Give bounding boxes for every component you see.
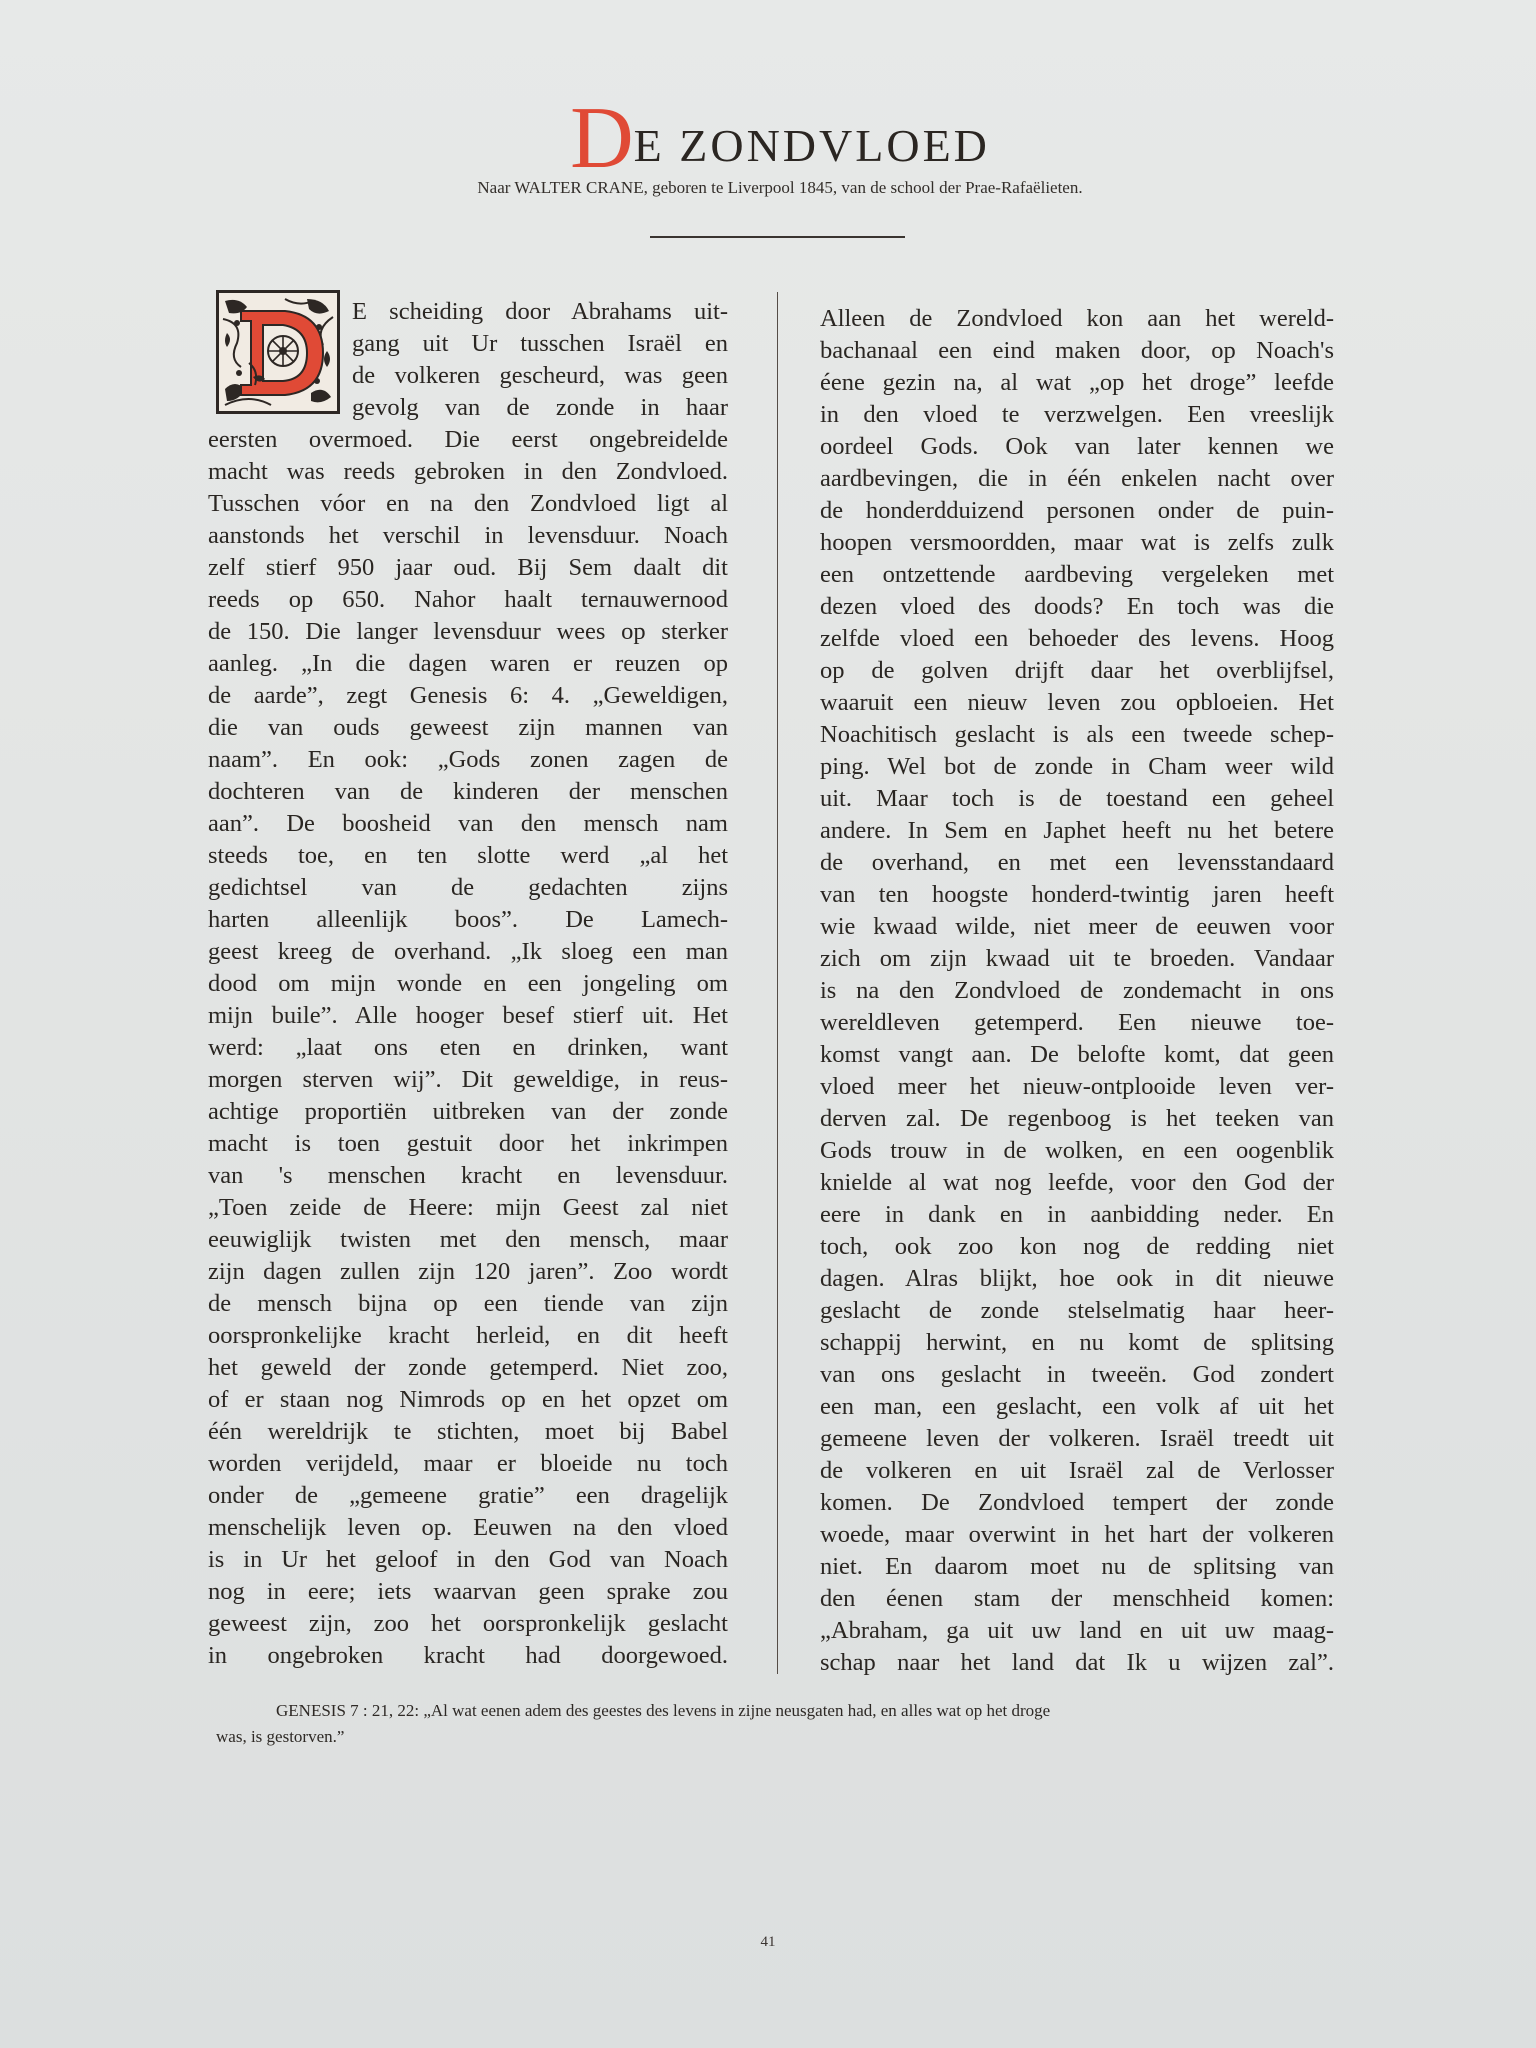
text-line: knielde al wat nog leefde, voor den God der — [820, 1169, 1334, 1196]
text-line: E scheiding door Abrahams uit- — [352, 298, 728, 325]
footnote-line-2: was, is gestorven.” — [216, 1727, 345, 1746]
text-line: één wereldrijk te stichten, moet bij Babel — [208, 1418, 728, 1445]
text-line: uit. Maar toch is de toestand een geheel — [820, 785, 1334, 812]
title-rule — [650, 236, 905, 238]
text-line: zich om zijn kwaad uit te broeden. Vandaar — [820, 945, 1334, 972]
text-line: is na den Zondvloed de zondemacht in ons — [820, 977, 1334, 1004]
text-line: wie kwaad wilde, niet meer de eeuwen voor — [820, 913, 1334, 940]
text-line: „Abraham, ga uit uw land en uit uw maag- — [820, 1617, 1334, 1644]
text-line: in ongebroken kracht had doorgewoed. — [208, 1642, 728, 1669]
title-initial: D — [570, 90, 634, 187]
text-line: geweest zijn, zoo het oorspronkelijk geslacht — [208, 1610, 728, 1637]
text-line: zelfde vloed een behoeder des levens. Hoog — [820, 625, 1334, 652]
text-line: toch, ook zoo kon nog de redding niet — [820, 1233, 1334, 1260]
text-line: de overhand, en met een levensstandaard — [820, 849, 1334, 876]
text-line: niet. En daarom moet nu de splitsing van — [820, 1553, 1334, 1580]
text-line: worden verijdeld, maar er bloeide nu toch — [208, 1450, 728, 1477]
page-title — [0, 88, 1536, 189]
text-line: hoopen versmoordden, maar wat is zelfs zulk — [820, 529, 1334, 556]
text-line: harten alleenlijk boos”. De Lamech- — [208, 906, 728, 933]
text-line: komen. De Zondvloed tempert der zonde — [820, 1489, 1334, 1516]
text-line: een man, een geslacht, een volk af uit het — [820, 1393, 1334, 1420]
footnote-reference: GENESIS 7 : 21, 22: — [276, 1701, 420, 1720]
text-line: het geweld der zonde getemperd. Niet zoo, — [208, 1354, 728, 1381]
text-line: oordeel Gods. Ook van later kennen we — [820, 433, 1334, 460]
text-line: aanstonds het verschil in levensduur. Noach — [208, 522, 728, 549]
text-line: achtige proportiën uitbreken van der zonde — [208, 1098, 728, 1125]
text-line: dochteren van de kinderen der menschen — [208, 778, 728, 805]
text-line: dagen. Alras blijkt, hoe ook in dit nieuwe — [820, 1265, 1334, 1292]
text-line: woede, maar overwint in het hart der volkeren — [820, 1521, 1334, 1548]
text-line: van ons geslacht in tweeën. God zondert — [820, 1361, 1334, 1388]
footnote-line-1 — [216, 1698, 1316, 1724]
text-line: Tusschen vóor en na den Zondvloed ligt al — [208, 490, 728, 517]
text-line: „Toen zeide de Heere: mijn Geest zal niet — [208, 1194, 728, 1221]
text-line: gang uit Ur tusschen Israël en — [352, 330, 728, 357]
text-line: de 150. Die langer levensduur wees op sterker — [208, 618, 728, 645]
text-line: éene gezin na, al wat „op het droge” leefde — [820, 369, 1334, 396]
text-line: geest kreeg de overhand. „Ik sloeg een man — [208, 938, 728, 965]
text-line: derven zal. De regenboog is het teeken van — [820, 1105, 1334, 1132]
footnote — [216, 1698, 1316, 1750]
text-line: van 's menschen kracht en levensduur. — [208, 1162, 728, 1189]
column-divider — [777, 292, 778, 1674]
text-line: eeuwiglijk twisten met den mensch, maar — [208, 1226, 728, 1253]
text-line: of er staan nog Nimrods op en het opzet om — [208, 1386, 728, 1413]
text-line: dezen vloed des doods? En toch was die — [820, 593, 1334, 620]
text-line: in den vloed te verzwelgen. Een vreeslijk — [820, 401, 1334, 428]
text-line: eersten overmoed. Die eerst ongebreidelde — [208, 426, 728, 453]
text-line: waaruit een nieuw leven zou opbloeien. Het — [820, 689, 1334, 716]
text-line: wereldleven getemperd. Een nieuwe toe- — [820, 1009, 1334, 1036]
text-line: oorspronkelijke kracht herleid, en dit heeft — [208, 1322, 728, 1349]
article-left-column — [208, 296, 728, 1672]
text-line: naam”. En ook: „Gods zonen zagen de — [208, 746, 728, 773]
text-line: komst vangt aan. De belofte komt, dat geen — [820, 1041, 1334, 1068]
page-number: 41 — [760, 1934, 776, 1950]
text-line: Noachitisch geslacht is als een tweede schep- — [820, 721, 1334, 748]
text-line: de honderdduizend personen onder de puin- — [820, 497, 1334, 524]
text-line: gevolg van de zonde in haar — [352, 394, 728, 421]
text-line: gedichtsel van de gedachten zijns — [208, 874, 728, 901]
text-line: van ten hoogste honderd-twintig jaren heeft — [820, 881, 1334, 908]
text-line: schappij herwint, en nu komt de splitsing — [820, 1329, 1334, 1356]
text-line: is in Ur het geloof in den God van Noach — [208, 1546, 728, 1573]
footnote-quote-1: „Al wat eenen adem des geestes des levens in zijne neusgaten had, en alles wat op het droge — [423, 1701, 1051, 1720]
text-line: gemeene leven der volkeren. Israël treedt uit — [820, 1425, 1334, 1452]
text-line: eere in dank en in aanbidding neder. En — [820, 1201, 1334, 1228]
text-line: de volkeren en uit Israël zal de Verlosser — [820, 1457, 1334, 1484]
text-line: de volkeren gescheurd, was geen — [352, 362, 728, 389]
article-right-column — [820, 303, 1334, 1679]
text-line: bachanaal een eind maken door, op Noach's — [820, 337, 1334, 364]
text-line: aanleg. „In die dagen waren er reuzen op — [208, 650, 728, 677]
text-line: vloed meer het nieuw-ontplooide leven ver- — [820, 1073, 1334, 1100]
text-line: geslacht de zonde stelselmatig haar heer- — [820, 1297, 1334, 1324]
text-line: steeds toe, en ten slotte werd „al het — [208, 842, 728, 869]
text-line: den éenen stam der menschheid komen: — [820, 1585, 1334, 1612]
text-line: mijn buile”. Alle hooger besef stierf uit. Het — [208, 1002, 728, 1029]
text-line: op de golven drijft daar het overblijfsel, — [820, 657, 1334, 684]
text-line: onder de „gemeene gratie” een dragelijk — [208, 1482, 728, 1509]
text-line: menschelijk leven op. Eeuwen na den vloed — [208, 1514, 728, 1541]
text-line: Alleen de Zondvloed kon aan het wereld- — [820, 305, 1334, 332]
text-line: aardbevingen, die in één enkelen nacht over — [820, 465, 1334, 492]
text-line: zijn dagen zullen zijn 120 jaren”. Zoo wordt — [208, 1258, 728, 1285]
text-line: macht was reeds gebroken in den Zondvloed. — [208, 458, 728, 485]
text-line: morgen sterven wij”. Dit geweldige, in reus- — [208, 1066, 728, 1093]
text-line: een ontzettende aardbeving vergeleken met — [820, 561, 1334, 588]
title-rest: E ZONDVLOED — [633, 120, 990, 171]
text-line: Gods trouw in de wolken, en een oogenblik — [820, 1137, 1334, 1164]
text-line: de aarde”, zegt Genesis 6: 4. „Geweldigen, — [208, 682, 728, 709]
text-line: nog in eere; iets waarvan geen sprake zou — [208, 1578, 728, 1605]
text-line: die van ouds geweest zijn mannen van — [208, 714, 728, 741]
text-line: de mensch bijna op een tiende van zijn — [208, 1290, 728, 1317]
text-line: ping. Wel bot de zonde in Cham weer wild — [820, 753, 1334, 780]
text-line: macht is toen gestuit door het inkrimpen — [208, 1130, 728, 1157]
text-line: zelf stierf 950 jaar oud. Bij Sem daalt dit — [208, 554, 728, 581]
subtitle: Naar WALTER CRANE, geboren te Liverpool 1845, van de school der Prae-Rafaëlieten. — [477, 178, 1083, 197]
text-line: andere. In Sem en Japhet heeft nu het betere — [820, 817, 1334, 844]
text-line: aan”. De boosheid van den mensch nam — [208, 810, 728, 837]
text-line: reeds op 650. Nahor haalt ternauwernood — [208, 586, 728, 613]
text-line: schap naar het land dat Ik u wijzen zal”. — [820, 1649, 1334, 1676]
text-line: werd: „laat ons eten en drinken, want — [208, 1034, 728, 1061]
text-line: dood om mijn wonde en een jongeling om — [208, 970, 728, 997]
